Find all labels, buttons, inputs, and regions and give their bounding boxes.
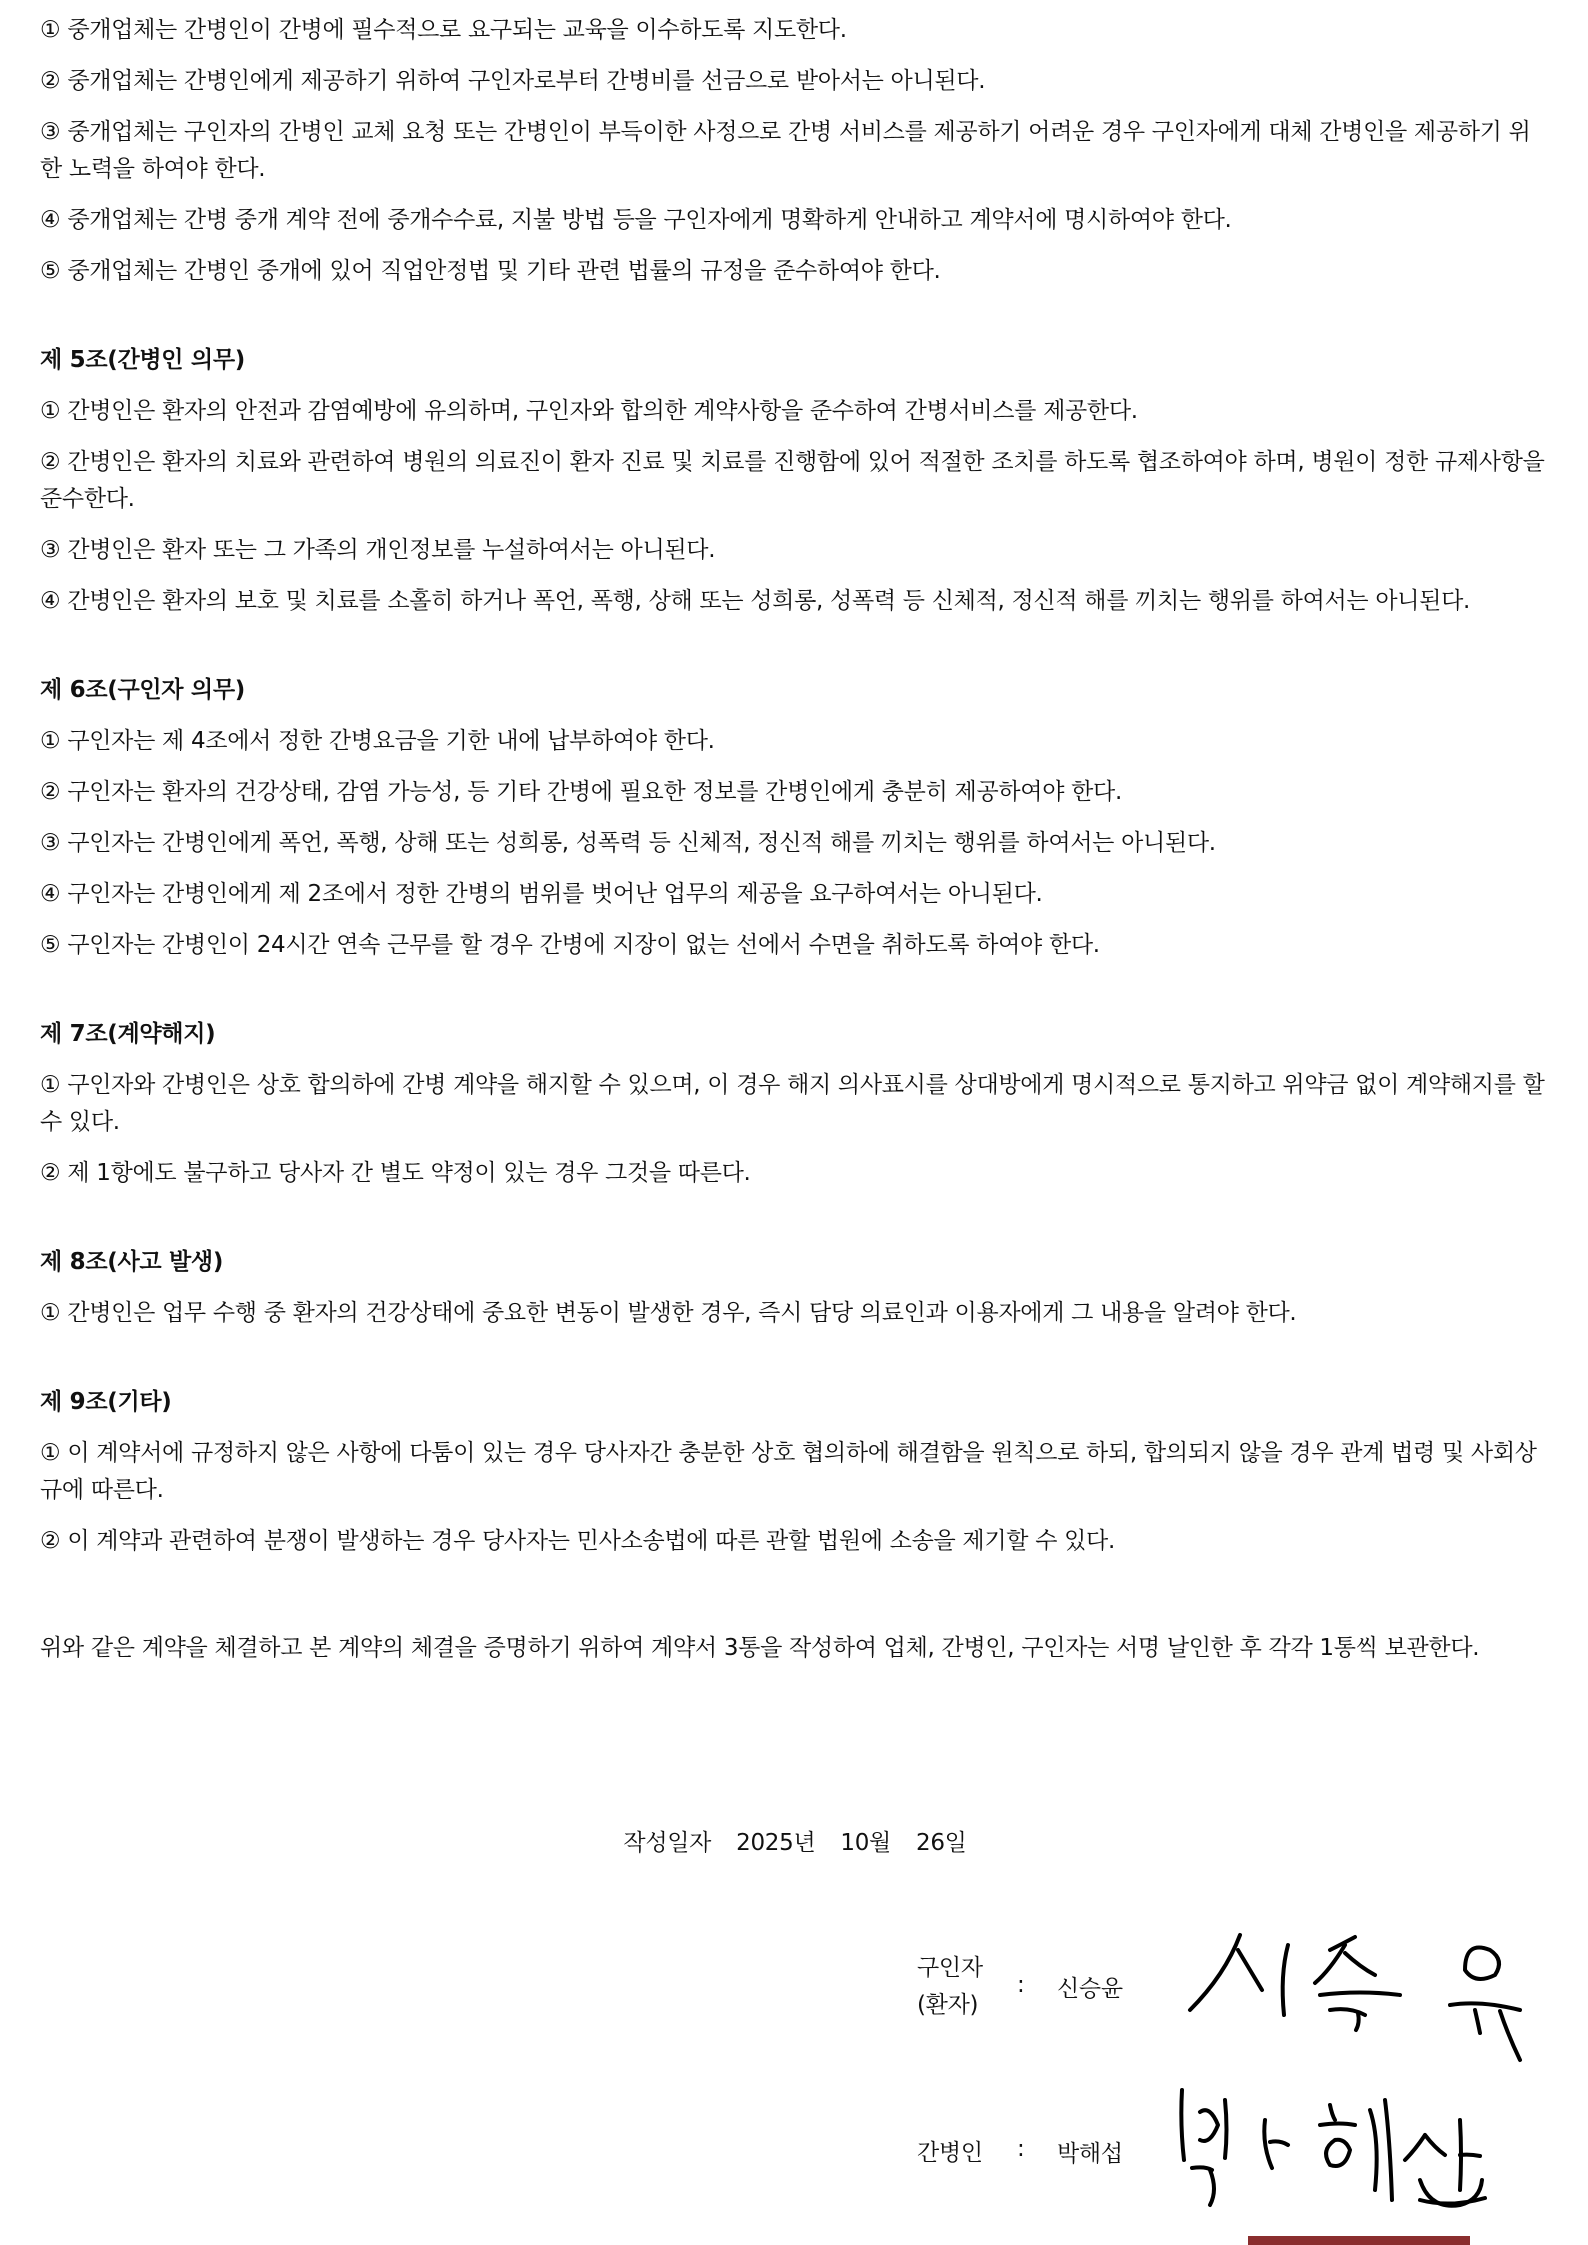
article4-item-4: ④ 중개업체는 간병 중개 계약 전에 중개수수료, 지불 방법 등을 구인자에게 명확하게 안내하고 계약서에 명시하여야 한다. bbox=[40, 207, 1232, 233]
article4-continued bbox=[40, 0, 1550, 290]
client-colon: : bbox=[1017, 1972, 1025, 1998]
article5-item-1: ① 간병인은 환자의 안전과 감염예방에 유의하며, 구인자와 합의한 계약사항을 준수하여 간병서비스를 제공한다. bbox=[40, 398, 1138, 424]
article4-item-2: ② 중개업체는 간병인에게 제공하기 위하여 구인자로부터 간병비를 선금으로 받아서는 아니된다. bbox=[40, 68, 986, 94]
article6-section bbox=[40, 672, 1550, 964]
article6-item-4: ④ 구인자는 간병인에게 제 2조에서 정한 간병의 범위를 벗어난 업무의 제공을 요구하여서는 아니된다. bbox=[40, 881, 1043, 907]
contract-page bbox=[40, 0, 1550, 2167]
closing-statement: 위와 같은 계약을 체결하고 본 계약의 체결을 증명하기 위하여 계약서 3통을 작성하여 업체, 간병인, 구인자는 서명 날인한 후 각각 1통씩 보관한다. bbox=[40, 1635, 1480, 1661]
caregiver-colon: : bbox=[1017, 2136, 1025, 2162]
article6-item-3: ③ 구인자는 간병인에게 폭언, 폭행, 상해 또는 성희롱, 성폭력 등 신체적, 정신적 해를 끼치는 행위를 하여서는 아니된다. bbox=[40, 830, 1216, 856]
article6-item-2: ② 구인자는 환자의 건강상태, 감염 가능성, 등 기타 간병에 필요한 정보를 간병인에게 충분히 제공하여야 한다. bbox=[40, 779, 1122, 805]
article4-item-3: ③ 중개업체는 구인자의 간병인 교체 요청 또는 간병인이 부득이한 사정으로 간병 서비스를 제공하기 어려운 경우 구인자에게 대체 간병인을 제공하기 위한 노력을 하여야 한다. bbox=[40, 119, 1531, 182]
article4-item-5: ⑤ 중개업체는 간병인 중개에 있어 직업안정법 및 기타 관련 법률의 규정을 준수하여야 한다. bbox=[40, 258, 941, 284]
article8-title: 제 8조(사고 발생) bbox=[40, 1249, 224, 1275]
article7-section bbox=[40, 1016, 1550, 1192]
article7-item-1: ① 구인자와 간병인은 상호 합의하에 간병 계약을 해지할 수 있으며, 이 경우 해지 의사표시를 상대방에게 명시적으로 통지하고 위약금 없이 계약해지를 할 수 있다. bbox=[40, 1072, 1545, 1135]
client-label-line1: 구인자 bbox=[917, 1955, 983, 1981]
article6-title: 제 6조(구인자 의무) bbox=[40, 677, 245, 703]
date-day: 26일 bbox=[916, 1830, 967, 1856]
article8-section bbox=[40, 1244, 1550, 1332]
article5-section bbox=[40, 342, 1550, 620]
article6-item-5: ⑤ 구인자는 간병인이 24시간 연속 근무를 할 경우 간병에 지장이 없는 선에서 수면을 취하도록 하여야 한다. bbox=[40, 932, 1100, 958]
article8-item-1: ① 간병인은 업무 수행 중 환자의 건강상태에 중요한 변동이 발생한 경우, 즉시 담당 의료인과 이용자에게 그 내용을 알려야 한다. bbox=[40, 1300, 1297, 1326]
article5-item-3: ③ 간병인은 환자 또는 그 가족의 개인정보를 누설하여서는 아니된다. bbox=[40, 537, 716, 563]
date-month: 10월 bbox=[840, 1830, 891, 1856]
caregiver-handwritten-signature bbox=[1170, 2080, 1560, 2240]
article5-title: 제 5조(간병인 의무) bbox=[40, 347, 245, 373]
caregiver-name: 박해섭 bbox=[1057, 2141, 1123, 2167]
caregiver-label: 간병인 bbox=[917, 2140, 983, 2166]
article9-section bbox=[40, 1384, 1550, 1560]
bottom-accent-bar bbox=[1248, 2236, 1470, 2245]
article7-item-2: ② 제 1항에도 불구하고 당사자 간 별도 약정이 있는 경우 그것을 따른다. bbox=[40, 1160, 751, 1186]
article9-item-2: ② 이 계약과 관련하여 분쟁이 발생하는 경우 당사자는 민사소송법에 따른 관할 법원에 소송을 제기할 수 있다. bbox=[40, 1528, 1115, 1554]
article9-item-1: ① 이 계약서에 규정하지 않은 사항에 다툼이 있는 경우 당사자간 충분한 상호 협의하에 해결함을 원칙으로 하되, 합의되지 않을 경우 관계 법령 및 사회상규에 따른다. bbox=[40, 1440, 1537, 1503]
client-label-line2: (환자) bbox=[917, 1992, 979, 2018]
date-label: 작성일자 bbox=[623, 1830, 712, 1856]
client-label bbox=[917, 1950, 983, 2024]
article7-title: 제 7조(계약해지) bbox=[40, 1021, 216, 1047]
client-handwritten-signature bbox=[1180, 1915, 1560, 2065]
date-line bbox=[40, 1825, 1550, 1862]
client-name: 신승윤 bbox=[1057, 1976, 1123, 2002]
article9-title: 제 9조(기타) bbox=[40, 1389, 172, 1415]
article5-item-4: ④ 간병인은 환자의 보호 및 치료를 소홀히 하거나 폭언, 폭행, 상해 또는 성희롱, 성폭력 등 신체적, 정신적 해를 끼치는 행위를 하여서는 아니된다. bbox=[40, 588, 1471, 614]
article5-item-2: ② 간병인은 환자의 치료와 관련하여 병원의 의료진이 환자 진료 및 치료를 진행함에 있어 적절한 조치를 하도록 협조하여야 하며, 병원이 정한 규제사항을 준수한다. bbox=[40, 449, 1545, 512]
article4-item-1: ① 중개업체는 간병인이 간병에 필수적으로 요구되는 교육을 이수하도록 지도한다. bbox=[40, 17, 847, 43]
date-year: 2025년 bbox=[736, 1830, 816, 1856]
article6-item-1: ① 구인자는 제 4조에서 정한 간병요금을 기한 내에 납부하여야 한다. bbox=[40, 728, 715, 754]
